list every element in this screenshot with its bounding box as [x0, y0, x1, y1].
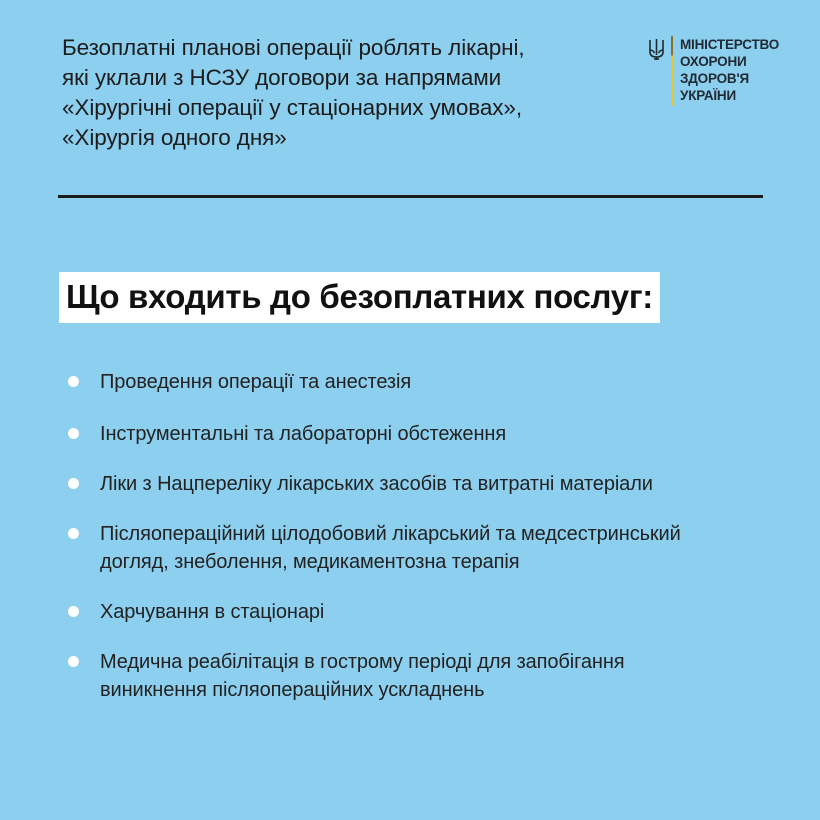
list-item-text: Інструментальні та лабораторні обстеження	[100, 423, 507, 445]
trident-icon	[648, 38, 665, 61]
section-heading: Що входить до безоплатних послуг:	[59, 272, 660, 323]
list-item	[66, 598, 766, 626]
list-item	[66, 470, 766, 498]
list-item-text: виникнення післяопераційних ускладнень	[100, 679, 485, 701]
logo-line: ЗДОРОВ'Я	[680, 71, 749, 86]
list-item-text: Ліки з Нацпереліку лікарських засобів та витратні матеріали	[100, 473, 653, 495]
bullet-icon	[68, 478, 79, 489]
logo-text	[680, 36, 779, 104]
bullet-icon	[68, 606, 79, 617]
bullet-icon	[68, 376, 79, 387]
divider-line	[58, 195, 763, 198]
logo-line: ОХОРОНИ	[680, 54, 747, 69]
list-item-text: Харчування в стаціонарі	[100, 601, 325, 623]
services-list	[66, 368, 766, 704]
list-item	[66, 420, 766, 448]
bullet-icon	[68, 528, 79, 539]
list-item	[66, 368, 766, 396]
bullet-icon	[68, 656, 79, 667]
intro-line: «Хірургічні операції у стаціонарних умовах»,	[62, 95, 522, 120]
list-item-text: Післяопераційний цілодобовий лікарський та медсестринський	[100, 523, 681, 545]
list-item	[66, 648, 766, 704]
ministry-logo	[648, 36, 779, 106]
list-item-text: Медична реабілітація в гострому періоді для запобігання	[100, 651, 625, 673]
intro-text	[62, 33, 602, 153]
intro-line: Безоплатні планові операції роблять лікарні,	[62, 35, 525, 60]
bullet-icon	[68, 428, 79, 439]
list-item	[66, 520, 766, 576]
list-item-text: догляд, знеболення, медикаментозна терапія	[100, 551, 520, 573]
intro-line: «Хірургія одного дня»	[62, 125, 287, 150]
logo-divider	[671, 36, 673, 106]
intro-line: які уклали з НСЗУ договори за напрямами	[62, 65, 502, 90]
list-item-text: Проведення операції та анестезія	[100, 371, 412, 393]
logo-line: УКРАЇНИ	[680, 88, 736, 103]
logo-line: МІНІСТЕРСТВО	[680, 37, 780, 52]
